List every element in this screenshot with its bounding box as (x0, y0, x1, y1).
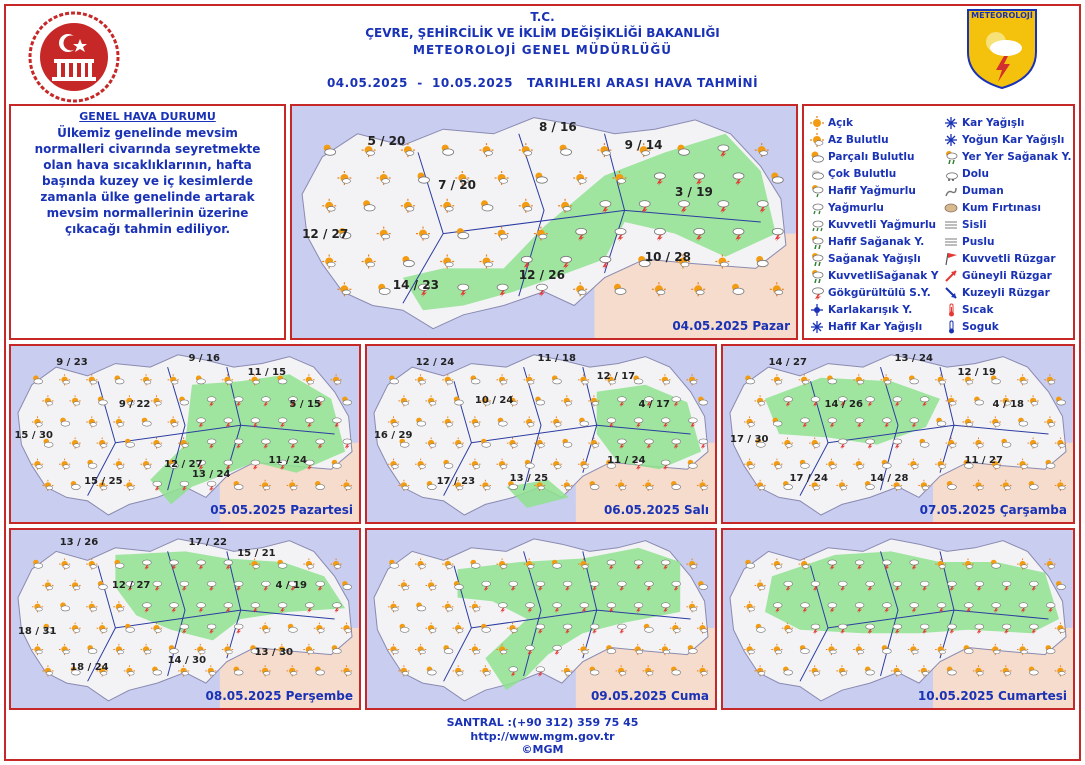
temperature-label: 14 / 30 (167, 654, 207, 666)
sun-small-cloud-icon (616, 665, 627, 676)
map-date: 07.05.2025 Çarşamba (919, 503, 1067, 517)
sun-small-cloud-icon (973, 480, 984, 491)
temperature-label: 14 / 23 (392, 277, 439, 292)
thunderstorm-icon (810, 286, 824, 300)
sun-small-cloud-icon (1055, 480, 1066, 491)
legend-label: Az Bulutlu (828, 133, 889, 146)
sun-small-cloud-icon (1000, 480, 1011, 491)
legend-label: Çok Bulutlu (828, 167, 897, 180)
light-snow-icon (810, 320, 824, 334)
partly-cloudy-icon (614, 284, 626, 295)
header-dates: 04.05.2025 - 10.05.2025 TARIHLERI ARASI HAVA TAHMİNİ (326, 76, 759, 90)
footer-phone: SANTRAL :(+90 312) 359 75 45 (446, 716, 639, 729)
cloudy-icon (810, 167, 824, 181)
temperature-label: 15 / 21 (237, 547, 276, 559)
map-day-7 (721, 528, 1075, 710)
heavy-shower-icon (810, 269, 824, 283)
legend-item (944, 114, 1072, 131)
north-wind-icon (944, 286, 958, 300)
sun-small-cloud-icon (341, 665, 352, 676)
sun-small-cloud-icon (770, 282, 784, 296)
legend-item (944, 165, 1072, 182)
temperature-label: 18 / 31 (17, 626, 57, 638)
temperature-label: 17 / 22 (188, 537, 227, 549)
temperature-label: 11 / 24 (268, 455, 307, 467)
scattered-shower-icon (944, 150, 958, 164)
legend-box (802, 104, 1075, 340)
partly-cloudy-icon (1029, 667, 1039, 676)
legend-item (810, 284, 939, 301)
map-date: 05.05.2025 Pazartesi (210, 503, 353, 517)
temperature-label: 4 / 19 (275, 579, 307, 591)
strong-wind-icon (944, 252, 958, 266)
legend-label: Duman (962, 184, 1004, 197)
partly-cloudy-icon (315, 481, 325, 490)
temperature-label: 3 / 19 (675, 184, 713, 199)
legend-item (944, 233, 1072, 250)
temperature-label: 18 / 24 (70, 661, 109, 673)
temperature-label: 12 / 17 (596, 370, 636, 382)
sun-small-cloud-icon (652, 282, 666, 296)
legend-label: Parçalı Bulutlu (828, 150, 915, 163)
map-day-3 (365, 344, 717, 524)
sun-small-cloud-icon (616, 480, 627, 491)
map-date: 09.05.2025 Cuma (590, 689, 709, 703)
legend-label: Güneyli Rüzgar (962, 269, 1052, 282)
legend-item (810, 233, 939, 250)
temperature-label: 12 / 27 (302, 226, 349, 241)
south-wind-icon (944, 269, 958, 283)
legend-label: Kuvvetli Rüzgar (962, 252, 1056, 265)
partly-cloudy-icon (732, 284, 744, 295)
partly-cloudy-icon (590, 667, 600, 676)
snow-icon (944, 116, 958, 130)
thunderstorm-icon (251, 460, 260, 471)
legend-label: Sisli (962, 218, 987, 231)
legend-item (944, 250, 1072, 267)
general-weather-box (9, 104, 286, 340)
map-date: 08.05.2025 Perşembe (205, 689, 353, 703)
sun-small-cloud-icon (260, 480, 271, 491)
legend-item (944, 148, 1072, 165)
legend-label: Kar Yağışlı (962, 116, 1025, 129)
partly-cloudy-icon (590, 481, 600, 490)
general-weather-title: GENEL HAVA DURUMU (79, 110, 216, 123)
turkey-map (723, 530, 1073, 708)
partly-cloudy-icon (810, 150, 824, 164)
smoke-icon (944, 184, 958, 198)
temperature-label: 13 / 25 (509, 472, 549, 484)
haze-icon (944, 235, 958, 249)
temperature-label: 13 / 24 (191, 469, 231, 481)
legend-item (810, 131, 939, 148)
light-rain-icon (810, 184, 824, 198)
sleet-icon (810, 303, 824, 317)
shower-icon (810, 252, 824, 266)
sun-small-cloud-icon (643, 480, 654, 491)
legend-label: Kum Fırtınası (962, 201, 1042, 214)
map-day-6 (365, 528, 717, 710)
legend-item (944, 318, 1072, 335)
temperature-label: 10 / 24 (474, 395, 514, 407)
temperature-label: 16 / 29 (373, 430, 413, 442)
header-tc: T.C. (530, 10, 555, 24)
legend-label: Gökgürültülü S.Y. (828, 286, 931, 299)
map-day-5 (9, 528, 361, 710)
legend-item (810, 114, 939, 131)
legend-item (810, 250, 939, 267)
partly-cloudy-icon (947, 481, 957, 490)
legend-label: Yer Yer Sağanak Y. (962, 150, 1072, 163)
temperature-label: 14 / 28 (870, 472, 909, 484)
legend-label: Karlakarışık Y. (828, 303, 913, 316)
temperature-label: 11 / 24 (607, 455, 646, 467)
map-day-4 (721, 344, 1075, 524)
legend-item (944, 199, 1072, 216)
sun-small-cloud-icon (810, 133, 824, 147)
temperature-label: 12 / 19 (957, 367, 996, 379)
temperature-label: 9 / 22 (118, 398, 151, 410)
map-date: 04.05.2025 Pazar (672, 319, 790, 333)
legend-item (810, 216, 939, 233)
legend-label: Puslu (962, 235, 995, 248)
legend-label: Sıcak (962, 303, 994, 316)
temperature-label: 17 / 23 (436, 476, 476, 488)
map-date: 10.05.2025 Cumartesi (917, 689, 1067, 703)
temperature-label: 9 / 16 (188, 353, 220, 365)
temperature-label: 11 / 15 (247, 367, 287, 379)
sun-small-cloud-icon (1055, 665, 1066, 676)
sandstorm-icon (944, 201, 958, 215)
temperature-label: 17 / 24 (789, 472, 828, 484)
legend-label: Hafif Sağanak Y. (828, 235, 925, 248)
turkey-map (11, 346, 359, 522)
heavy-snow-icon (944, 133, 958, 147)
temperature-label: 8 / 16 (538, 119, 577, 134)
legend-item (810, 318, 939, 335)
temperature-label: 12 / 27 (164, 458, 203, 470)
cold-icon (944, 320, 958, 334)
hot-icon (944, 303, 958, 317)
mgm-logo-text: METEOROLOJİ (971, 11, 1033, 20)
sun-small-cloud-icon (691, 282, 705, 296)
legend-label: Kuvvetli Yağmurlu (828, 218, 937, 231)
legend-item (944, 131, 1072, 148)
legend-label: Sağanak Yağışlı (828, 252, 921, 265)
temperature-label: 11 / 18 (537, 353, 576, 365)
legend-item (944, 301, 1072, 318)
temperature-label: 7 / 20 (438, 177, 476, 192)
temperature-label: 12 / 26 (518, 268, 565, 283)
legend-item (810, 301, 939, 318)
legend-item (810, 148, 939, 165)
hail-icon (944, 167, 958, 181)
header-directorate: METEOROLOJİ GENEL MÜDÜRLÜĞÜ (413, 43, 672, 57)
general-weather-text: Ülkemiz genelinde mevsim normalleri civarında seyretmekte olan hava sıcaklıklarının, hafta başında kuzey ve iç kesimlerde zamanla ülke genelinde artarak mevsim normallerinin üzerine çıkacağı tahmin ediliyor. (34, 126, 261, 236)
sun-small-cloud-icon (260, 665, 271, 676)
temperature-label: 15 / 25 (84, 476, 123, 488)
temperature-label: 12 / 24 (415, 356, 455, 368)
sun-icon (810, 116, 824, 130)
temperature-label: 4 / 17 (638, 398, 670, 410)
legend-item (944, 284, 1072, 301)
legend-label: Soguk (962, 320, 999, 333)
partly-cloudy-icon (671, 667, 681, 676)
legend-item (810, 267, 939, 284)
map-day-2 (9, 344, 361, 524)
legend-item (944, 216, 1072, 233)
partly-cloudy-icon (1029, 481, 1039, 490)
sun-small-cloud-icon (1000, 665, 1011, 676)
map-date: 06.05.2025 Salı (603, 503, 709, 517)
temperature-label: 9 / 14 (624, 138, 663, 153)
legend-label: Kuzeyli Rüzgar (962, 286, 1050, 299)
map-day-1 (290, 104, 798, 340)
temperature-label: 17 / 30 (730, 434, 769, 445)
heavy-rain-icon (810, 218, 824, 232)
turkey-map (367, 346, 715, 522)
legend-item (944, 182, 1072, 199)
temperature-label: 14 / 27 (768, 356, 807, 368)
legend-item (810, 165, 939, 182)
footer-copyright: ©MGM (521, 743, 564, 756)
partly-cloudy-icon (234, 667, 244, 676)
temperature-label: 9 / 23 (56, 356, 88, 368)
legend-item (810, 182, 939, 199)
temperature-label: 12 / 27 (111, 579, 151, 591)
partly-cloudy-icon (315, 667, 325, 676)
rain-icon (810, 201, 824, 215)
temperature-label: 5 / 15 (289, 398, 321, 410)
sun-small-cloud-icon (643, 665, 654, 676)
legend-label: Yoğun Kar Yağışlı (962, 133, 1065, 146)
sun-small-cloud-icon (973, 665, 984, 676)
partly-cloudy-icon (947, 667, 957, 676)
temperature-label: 11 / 27 (964, 455, 1003, 467)
turkey-map (723, 346, 1073, 522)
header-ministry: ÇEVRE, ŞEHİRCİLİK VE İKLİM DEĞİŞİKLİĞİ BAKANLIĞI (365, 26, 720, 40)
temperature-label: 14 / 26 (824, 398, 863, 410)
temperature-label: 13 / 26 (59, 537, 99, 549)
legend-label: Hafif Kar Yağışlı (828, 320, 923, 333)
temperature-label: 10 / 28 (644, 249, 691, 264)
sun-small-cloud-icon (341, 480, 352, 491)
sun-small-cloud-icon (697, 480, 708, 491)
sun-small-cloud-icon (697, 665, 708, 676)
turkey-map (367, 530, 715, 708)
temperature-label: 15 / 30 (14, 430, 53, 442)
footer-url[interactable]: http://www.mgm.gov.tr (470, 730, 615, 743)
sun-small-cloud-icon (287, 665, 298, 676)
fog-icon (944, 218, 958, 232)
partly-cloudy-icon (671, 481, 681, 490)
temperature-label: 13 / 24 (894, 353, 933, 365)
legend-item (944, 267, 1072, 284)
temperature-label: 13 / 30 (254, 647, 294, 659)
temperature-label: 4 / 18 (992, 398, 1024, 410)
sun-small-cloud-icon (287, 480, 298, 491)
light-shower-icon (810, 235, 824, 249)
partly-cloudy-icon (234, 481, 244, 490)
legend-item (810, 199, 939, 216)
legend-label: Açık (828, 116, 853, 129)
temperature-label: 5 / 20 (367, 133, 406, 148)
legend-label: Hafif Yağmurlu (828, 184, 916, 197)
turkey-map (11, 530, 359, 708)
legend-label: KuvvetliSağanak Y (828, 269, 939, 282)
legend-label: Dolu (962, 167, 990, 180)
legend-label: Yağmurlu (828, 201, 884, 214)
